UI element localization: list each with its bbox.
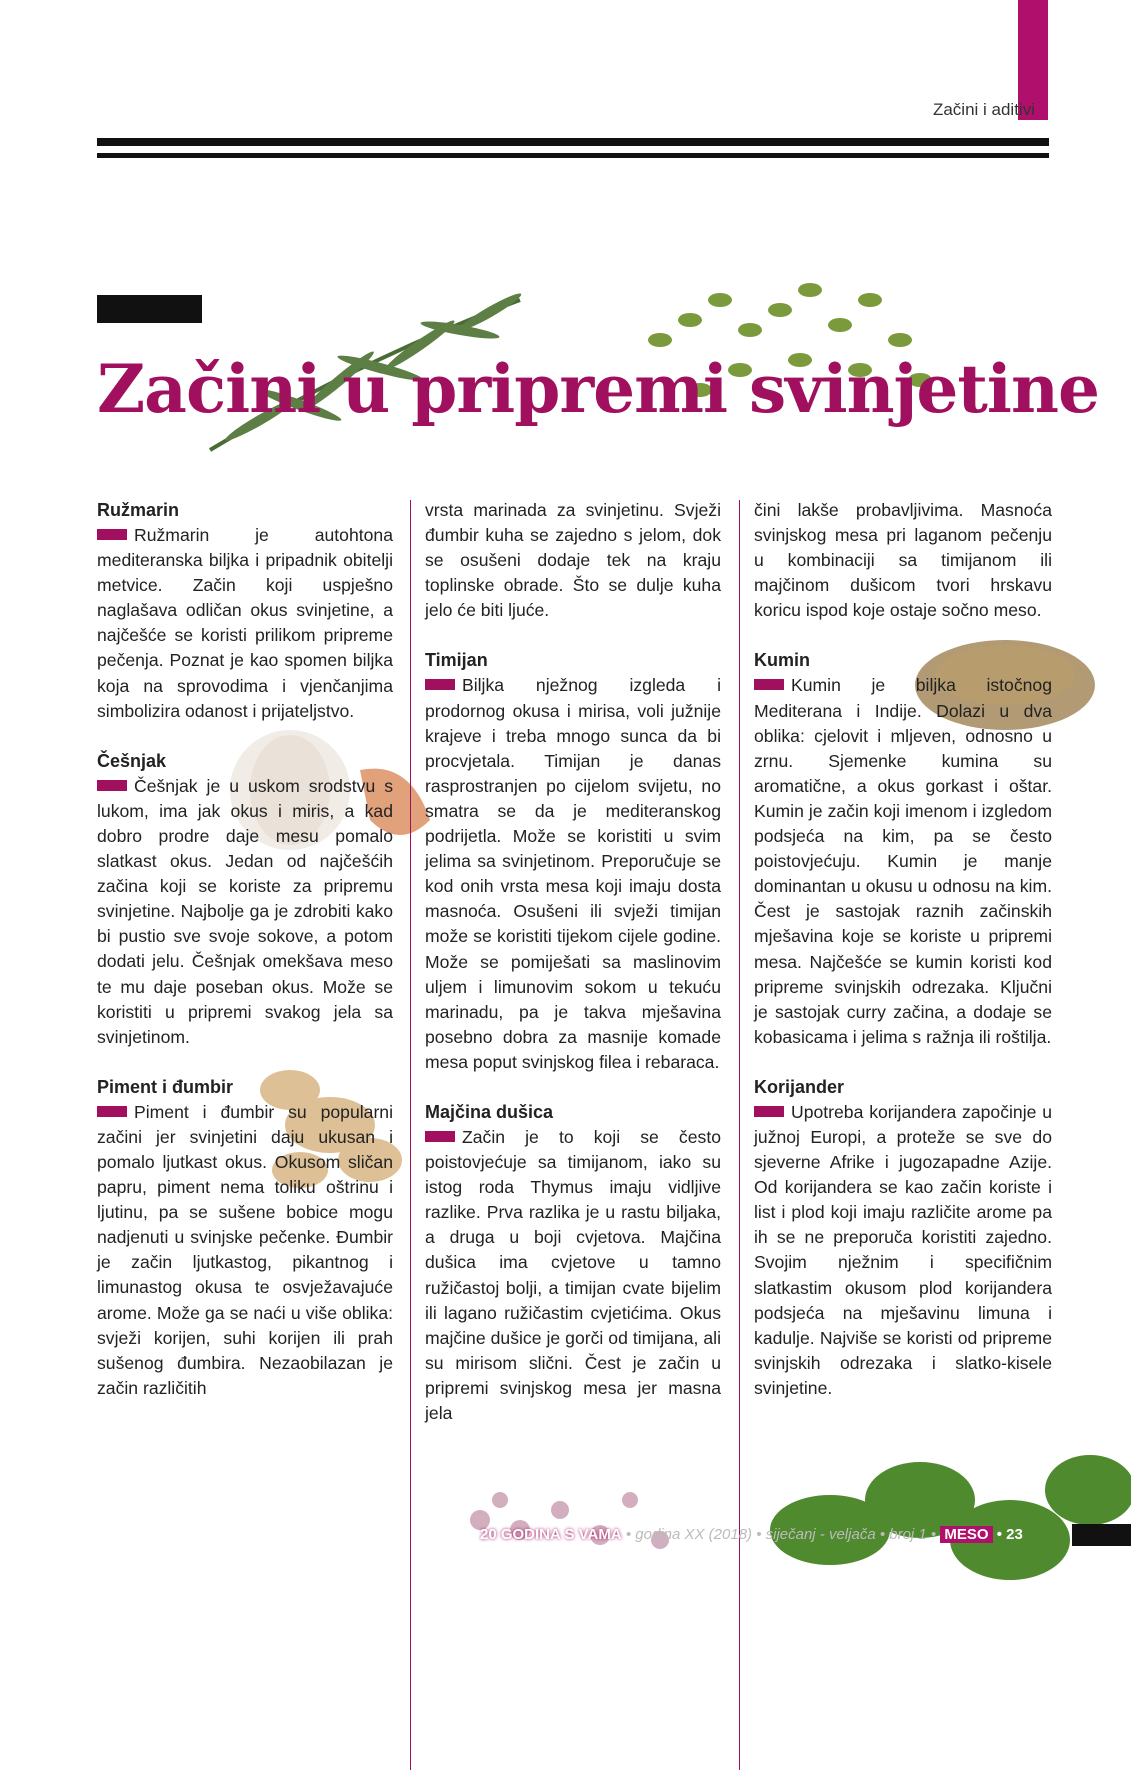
- bullet-square: [425, 1131, 455, 1142]
- bullet-square: [97, 780, 127, 791]
- text-timijan: Biljka nježnog izgleda i prodornog okusa i mirisa, voli južnije krajeve i treba mnogo sunca da bi procvjetala. Timijan je danas rasprostranjen po cijelom svijetu, no smatra se da je mediteranskog podrijetla. Može se koristiti u svim jelima sa svinjetinom. Preporučuje se kod onih vrsta mesa koji imaju dosta masnoća. Osušeni ili svježi timijan može se koristiti tijekom cijele godine. Može se pomiješati sa maslinovim uljem i limunovim sokom u tekuću marinadu, pa je takva mješavina posebno dobra za masnije komade mesa poput svinjskog filea i rebaraca.: [425, 675, 721, 1072]
- paragraph-timijan: [425, 673, 721, 1075]
- bullet-square: [754, 1106, 784, 1117]
- heading-korijander: Korijander: [754, 1076, 845, 1097]
- column-1: [97, 498, 393, 1426]
- paragraph-piment-cont: vrsta marinada za svinjetinu. Svježi đumbir kuha se zajedno s jelom, dok se osušeni dodaje tek na kraju toplinske obrade. Što se dulje kuha jelo će biti ljuće.: [425, 500, 721, 621]
- footer-black-block: [1072, 1524, 1131, 1546]
- text-piment: Piment i đumbir su popularni začini jer svinjetini daju ukusan i pomalo ljutkast okus. Okusom sličan papru, piment nema toliku oštrinu i ljutinu, pa se sušene bobice mogu nadjenuti u svinjske pečenke. Đumbir je začin ljutkastog, pikantnog i limunastog okusa te osvježavajuće arome. Može ga se naći u više oblika: svježi korijen, suhi korijen ili prah sušenog đumbira. Nezaobilazan je začin različitih: [97, 1101, 393, 1398]
- bullet-square: [425, 679, 455, 690]
- page-footer: [480, 1526, 1023, 1543]
- paragraph-majcina-cont: čini lakše probavljivima. Masnoća svinjskog mesa pri laganom pečenju u kombinaciji sa timijanom ili majčinom dušicom tvori hrskavu koricu ispod koje ostaje sočno meso.: [754, 500, 1052, 621]
- text-korijander: Upotreba korijandera započinje u južnoj Europi, a proteže se sve do sjeverne Afrike i jugozapadne Azije. Od korijandera se kao začin koriste i list i plod koji imaju različite arome pa ih se ne preporuča koristiti zajedno. Svojim nježnim i specifičnim slatkastim okusom plod korijandera podsjeća na mješavinu limuna i kadulje. Najviše se koristi od pripreme svinjskih odrezaka i slatko-kisele svinjetine.: [754, 1101, 1052, 1398]
- footer-anniversary: 20 GODINA S VAMA: [480, 1526, 622, 1543]
- article-title: Začini u pripremi svinjetine: [97, 350, 1099, 428]
- coriander-thyme-illustration: [450, 1440, 1131, 1600]
- column-3: [754, 498, 1052, 1426]
- column-divider-2: [739, 500, 740, 1770]
- bullet-square: [97, 1106, 127, 1117]
- heading-piment: Piment i đumbir: [97, 1076, 234, 1097]
- heading-ruzmarin: Ružmarin: [97, 500, 180, 520]
- bullet-square: [97, 529, 127, 540]
- heading-timijan: Timijan: [425, 650, 488, 671]
- column-2: [425, 498, 721, 1451]
- text-ruzmarin: Ružmarin je autohtona mediteranska biljka i pripadnik obitelji metvice. Začin koji uspješno naglašava odličan okus svinjetine, a najčešće se koristi prilikom pripreme pečenja. Poznat je kao spomen biljka koja na sprovodima i vjenčanjima simbolizira odanost i prijateljstvo.: [97, 525, 393, 721]
- paragraph-majcina: [425, 1125, 721, 1426]
- page-number: • 23: [996, 1526, 1023, 1543]
- column-divider-1: [410, 500, 411, 1770]
- text-majcina: Začin je to koji se često poistovjećuje sa timijanom, iako su istog roda Thymus imaju vidljive razlike. Prva razlika je u rastu biljaka, a druga u boji cvjetova. Majčina dušica ima cvjetove u tamno ružičastoj bolji, a timijan cvate bijelim ili lagano ružičastim cvjetićima. Okus majčine dušice je gorči od timijana, ali su mirisom slični. Čest je začin u pripremi svinjskog mesa jer masna jela: [425, 1126, 721, 1423]
- paragraph-korijander: [754, 1100, 1052, 1401]
- section-label: Začini i aditivi: [932, 100, 1035, 119]
- paragraph-cesnjak: [97, 774, 393, 1050]
- bullet-square: [754, 679, 784, 690]
- paragraph-piment: [97, 1100, 393, 1401]
- heading-cesnjak: Češnjak: [97, 750, 167, 771]
- footer-issue: • godina XX (2018) • siječanj - veljača • broj 1 •: [625, 1526, 937, 1543]
- header-rule-thin: [97, 153, 1049, 158]
- heading-majcina: Majčina dušica: [425, 1101, 554, 1122]
- footer-brand: MESO: [940, 1526, 992, 1543]
- text-cesnjak: Češnjak je u uskom srodstvu s lukom, ima jak okus i miris, a kad dobro prodre daje mesu pomalo slatkast okus. Jedan od najčešćih začina koji se koriste za pripremu svinjetine. Najbolje ga je zdrobiti kako bi pustio sve svoje sokove, a potom dodati jelu. Češnjak omekšava meso te mu daje poseban okus. Može se koristiti u pripremi svakog jela sa svinjetinom.: [97, 775, 393, 1047]
- paragraph-kumin: [754, 673, 1052, 1049]
- text-kumin: Kumin je biljka istočnog Mediterana i Indije. Dolazi u dva oblika: cjelovit i mljeven, odnosno u zrnu. Sjemenke kumina su aromatične, a okus gorkast i oštar. Kumin je začin koji imenom i izgledom podsjeća na kim, pa se često poistovjećuju. Kumin je manje dominantan u okusu u odnosu na kim. Čest je sastojak raznih začinskih mješavina koje se koriste u pripremi mesa. Najčešće se kumin koristi kod pripreme svinjskih odrezaka. Ključni je sastojak curry začina, a dodaje se kobasicama i jelima s ražnja ili roštilja.: [754, 675, 1052, 1047]
- header-rule-thick: [97, 138, 1049, 146]
- paragraph-ruzmarin: [97, 523, 393, 724]
- heading-kumin: Kumin: [754, 650, 810, 671]
